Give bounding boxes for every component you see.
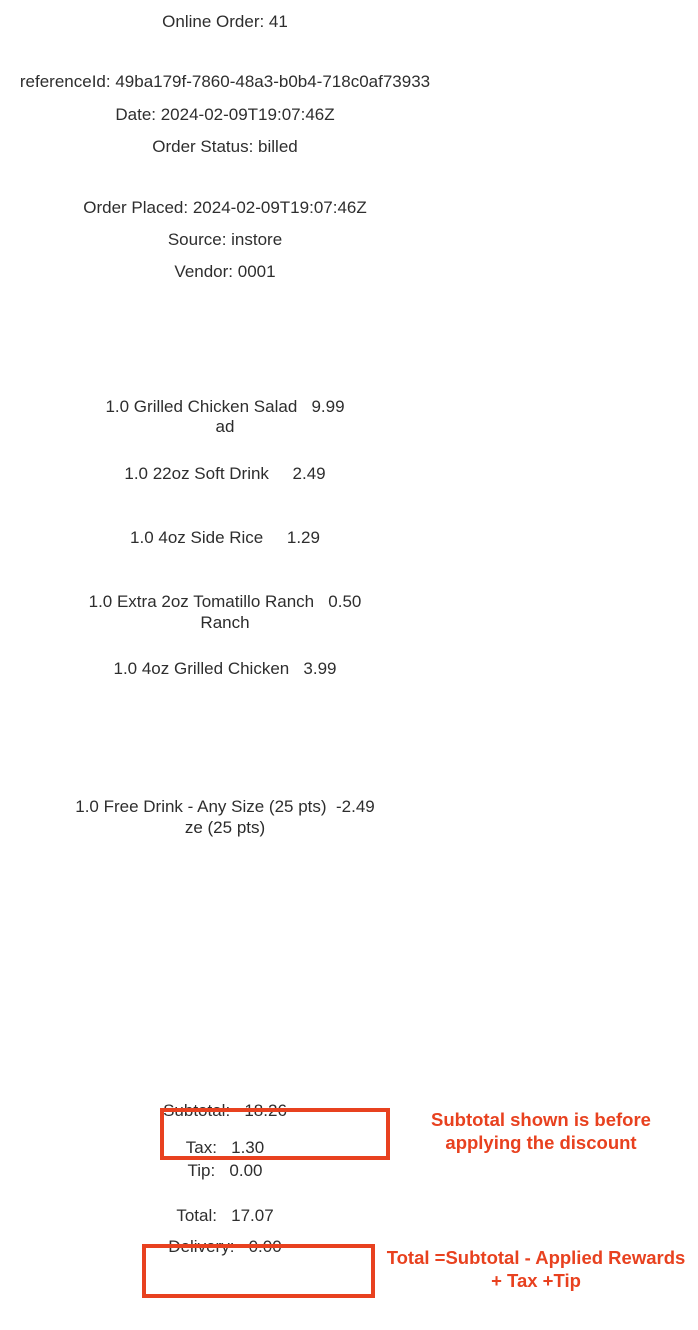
tax-row: Tax: 1.30 <box>185 1137 265 1157</box>
spacer <box>0 250 450 262</box>
order-source: Source: instore <box>167 229 283 249</box>
order-date: Date: 2024-02-09T19:07:46Z <box>115 104 335 124</box>
order-title: Online Order: 41 <box>162 12 288 31</box>
subtotal-row: Subtotal: 18.26 <box>163 1101 287 1120</box>
item-line: 1.0 4oz Side Rice 1.29 <box>130 527 320 547</box>
tip-row: Tip: 0.00 <box>187 1160 263 1180</box>
spacer <box>0 1228 450 1236</box>
subtotal-highlight-box <box>160 1108 390 1160</box>
spacer <box>0 442 450 464</box>
annotation-total: Total =Subtotal - Applied Rewards + Tax +Tip <box>386 1247 686 1292</box>
spacer <box>0 1183 450 1205</box>
list-item <box>0 528 450 548</box>
item-line: 1.0 22oz Soft Drink 2.49 <box>124 463 326 483</box>
spacer <box>0 32 450 72</box>
spacer <box>0 218 450 230</box>
order-vendor: Vendor: 0001 <box>174 262 276 282</box>
spacer <box>0 283 450 375</box>
spacer <box>0 0 450 12</box>
order-placed: Order Placed: 2024-02-09T19:07:46Z <box>83 197 367 217</box>
item-line: 1.0 Grilled Chicken Salad 9.99 <box>105 396 345 416</box>
delivery-row: Delivery: 0.00 <box>168 1236 282 1256</box>
item-line: 1.0 Extra 2oz Tomatillo Ranch 0.50 <box>88 592 362 612</box>
list-item <box>0 659 450 679</box>
total-highlight-box <box>142 1244 375 1298</box>
spacer <box>0 125 450 137</box>
discount-subline: ze (25 pts) <box>184 817 266 837</box>
spacer <box>0 775 450 797</box>
item-subline: Ranch <box>200 612 250 632</box>
reference-id: referenceId: 49ba179f-7860-48a3-b0b4-718c0af73933 <box>19 72 431 92</box>
spacer <box>0 375 450 397</box>
item-subline: ad <box>215 417 235 437</box>
list-item <box>0 397 450 438</box>
list-item <box>0 592 450 633</box>
spacer <box>0 637 450 659</box>
order-status: Order Status: billed <box>152 137 298 157</box>
spacer <box>0 683 450 775</box>
spacer <box>0 158 450 198</box>
spacer <box>0 93 450 105</box>
spacer <box>0 552 450 592</box>
list-item-discount <box>0 797 450 838</box>
list-item <box>0 464 450 484</box>
total-row: Total: 17.07 <box>176 1205 274 1225</box>
receipt-body <box>0 0 450 842</box>
annotation-subtotal: Subtotal shown is before applying the discount <box>431 1109 651 1154</box>
item-line: 1.0 4oz Grilled Chicken 3.99 <box>113 659 337 679</box>
spacer <box>0 488 450 528</box>
discount-line: 1.0 Free Drink - Any Size (25 pts) -2.49 <box>75 797 375 817</box>
